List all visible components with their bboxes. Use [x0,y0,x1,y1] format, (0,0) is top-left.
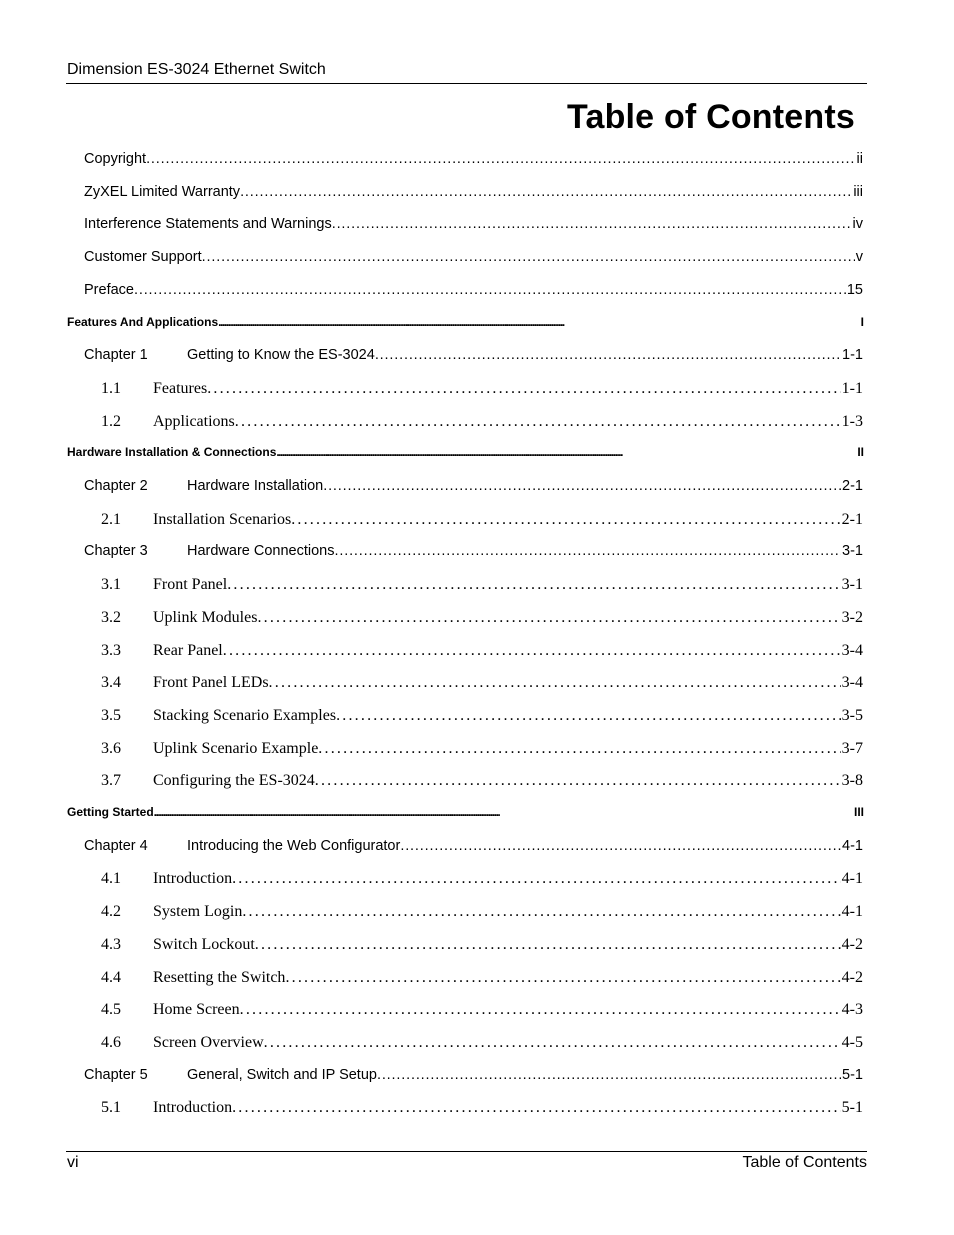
toc-entry-number: 4.6 [101,1034,121,1051]
toc-entry-page: ii [856,151,863,167]
toc-entry-section[interactable] [101,936,863,954]
toc-entry-label: Preface [84,282,134,298]
toc-entry-section[interactable] [101,674,863,692]
toc-entry-label: Stacking Scenario Examples [153,707,337,724]
dot-leader [223,642,841,660]
toc-entry-page: 4-3 [841,1001,863,1018]
toc-entry-front[interactable] [84,151,863,167]
dot-leader [291,511,840,529]
toc-entry-label: Configuring the ES-3024 [153,772,315,789]
toc-entry-page: 15 [846,282,863,298]
toc-entry-page: 3-8 [841,772,863,789]
toc-entry-front[interactable] [84,282,863,298]
toc-entry-page: 5-1 [841,1099,863,1116]
toc-entry-page: 1-3 [841,413,863,430]
toc-entry-front[interactable] [84,216,863,232]
toc-entry-part[interactable] [67,315,864,329]
toc-entry-page: 4-5 [841,1034,863,1051]
toc-entry-chapter[interactable] [84,838,863,854]
toc-entry-part[interactable] [67,445,864,459]
toc-entry-number: Chapter 5 [84,1067,148,1083]
dot-leader [232,1099,841,1117]
toc-entry-label: Front Panel LEDs [153,674,269,691]
dot-leader [232,870,841,888]
toc-entry-number: 4.4 [101,969,121,986]
toc-entry-label: Front Panel [153,576,228,593]
toc-entry-number: 3.6 [101,740,121,757]
toc-entry-page: 4-1 [841,903,863,920]
toc-entry-number: 3.3 [101,642,121,659]
toc-entry-number: 3.2 [101,609,121,626]
toc-entry-number: 3.5 [101,707,121,724]
toc-entry-section[interactable] [101,1001,863,1019]
toc-entry-page: 4-2 [841,936,863,953]
toc-entry-label: Features And Applications [67,315,219,329]
toc-entry-label: General, Switch and IP Setup [187,1067,377,1083]
toc-entry-page: 1-1 [842,347,863,363]
dot-leader [276,445,856,459]
toc-entry-page: 3-1 [841,576,863,593]
toc-entry-label: Hardware Installation & Connections [67,445,277,459]
toc-entry-number: 3.1 [101,576,121,593]
toc-entry-section[interactable] [101,740,863,758]
dot-leader [242,903,840,921]
running-header [66,59,867,84]
toc-entry-page: II [857,445,864,459]
dot-leader [400,838,841,854]
footer-section-title: Table of Contents [742,1154,867,1171]
page-title: Table of Contents [567,98,855,136]
dot-leader [285,969,840,987]
dot-leader [257,609,840,627]
toc-entry-page: 4-1 [842,838,863,854]
dot-leader [218,315,860,329]
toc-entry-chapter[interactable] [84,347,863,363]
toc-entry-number: Chapter 3 [84,543,148,559]
toc-entry-label: Getting to Know the ES-3024 [187,347,375,363]
dot-leader [227,576,840,594]
toc-entry-page: iv [852,216,863,232]
toc-entry-section[interactable] [101,772,863,790]
toc-entry-number: 4.2 [101,903,121,920]
footer-page-number: vi [67,1154,79,1171]
toc-entry-page: 3-7 [841,740,863,757]
toc-entry-number: 3.7 [101,772,121,789]
toc-entry-part[interactable] [67,805,864,819]
toc-entry-front[interactable] [84,249,863,265]
dot-leader [207,380,840,398]
dot-leader [264,1034,841,1052]
toc-entry-chapter[interactable] [84,1067,863,1083]
toc-entry-number: 1.2 [101,413,121,430]
toc-entry-label: Installation Scenarios [153,511,292,528]
toc-entry-label: Screen Overview [153,1034,264,1051]
toc-entry-page: 5-1 [842,1067,863,1083]
toc-entry-page: v [855,249,863,265]
toc-entry-number: 3.4 [101,674,121,691]
toc-entry-page: III [853,805,864,819]
toc-entry-number: 2.1 [101,511,121,528]
toc-entry-page: 3-2 [841,609,863,626]
toc-entry-page: 4-1 [841,870,863,887]
toc-entry-label: Home Screen [153,1001,240,1018]
dot-leader [146,151,855,167]
toc-entry-label: ZyXEL Limited Warranty [84,184,241,200]
toc-entry-number: 4.3 [101,936,121,953]
toc-entry-label: Introduction [153,1099,233,1116]
dot-leader [154,805,853,819]
toc-entry-page: 1-1 [841,380,863,397]
toc-entry-number: 5.1 [101,1099,121,1116]
toc-entry-label: Uplink Modules [153,609,258,626]
toc-entry-section[interactable] [101,642,863,660]
dot-leader [235,413,841,431]
toc-entry-label: Features [153,380,208,397]
dot-leader [336,707,841,725]
running-footer [66,1151,867,1171]
toc-entry-number: Chapter 2 [84,478,148,494]
toc-entry-section[interactable] [101,903,863,921]
dot-leader [134,282,846,298]
toc-entry-number: 4.1 [101,870,121,887]
toc-entry-label: Rear Panel [153,642,223,659]
toc-entry-page: 2-1 [841,511,863,528]
toc-entry-section[interactable] [101,1034,863,1052]
toc-entry-number: 4.5 [101,1001,121,1018]
toc-entry-page: 2-1 [842,478,863,494]
toc-entry-chapter[interactable] [84,478,863,494]
toc-entry-section[interactable] [101,413,863,431]
toc-entry-section[interactable] [101,576,863,594]
toc-entry-page: 3-5 [841,707,863,724]
dot-leader [377,1067,841,1083]
dot-leader [269,674,841,692]
toc-entry-page: 4-2 [841,969,863,986]
toc-entry-label: Resetting the Switch [153,969,286,986]
toc-entry-label: Switch Lockout [153,936,255,953]
toc-entry-section[interactable] [101,969,863,987]
dot-leader [375,347,841,363]
toc-entry-front[interactable] [84,184,863,200]
toc-entry-label: Customer Support [84,249,202,265]
dot-leader [323,478,841,494]
toc-entry-page: I [860,315,864,329]
toc-entry-section[interactable] [101,609,863,627]
toc-entry-section[interactable] [101,511,863,529]
dot-leader [255,936,841,954]
toc-entry-section[interactable] [101,870,863,888]
toc-entry-number: Chapter 1 [84,347,148,363]
toc-entry-section[interactable] [101,380,863,398]
dot-leader [335,543,842,559]
toc-entry-number: Chapter 4 [84,838,148,854]
toc-entry-page: 3-1 [842,543,863,559]
header-title: Dimension ES-3024 Ethernet Switch [67,61,326,78]
dot-leader [202,249,855,265]
toc-entry-number: 1.1 [101,380,121,397]
toc-entry-label: Hardware Installation [187,478,324,494]
toc-entry-label: Uplink Scenario Example [153,740,319,757]
dot-leader [315,772,841,790]
toc-entry-page: 3-4 [841,674,863,691]
toc-entry-label: Introduction [153,870,233,887]
toc-entry-label: Applications [153,413,235,430]
toc-entry-label: Getting Started [67,805,154,819]
toc-entry-section[interactable] [101,1099,863,1117]
toc-entry-label: Introducing the Web Configurator [187,838,401,854]
toc-entry-page: iii [853,184,863,200]
dot-leader [332,216,852,232]
dot-leader [318,740,840,758]
toc-entry-page: 3-4 [841,642,863,659]
toc-entry-label: Interference Statements and Warnings [84,216,332,232]
toc-entry-label: Hardware Connections [187,543,335,559]
toc-entry-chapter[interactable] [84,543,863,559]
toc-entry-label: System Login [153,903,243,920]
toc-entry-section[interactable] [101,707,863,725]
toc-entry-label: Copyright [84,151,147,167]
dot-leader [240,184,852,200]
dot-leader [240,1001,841,1019]
